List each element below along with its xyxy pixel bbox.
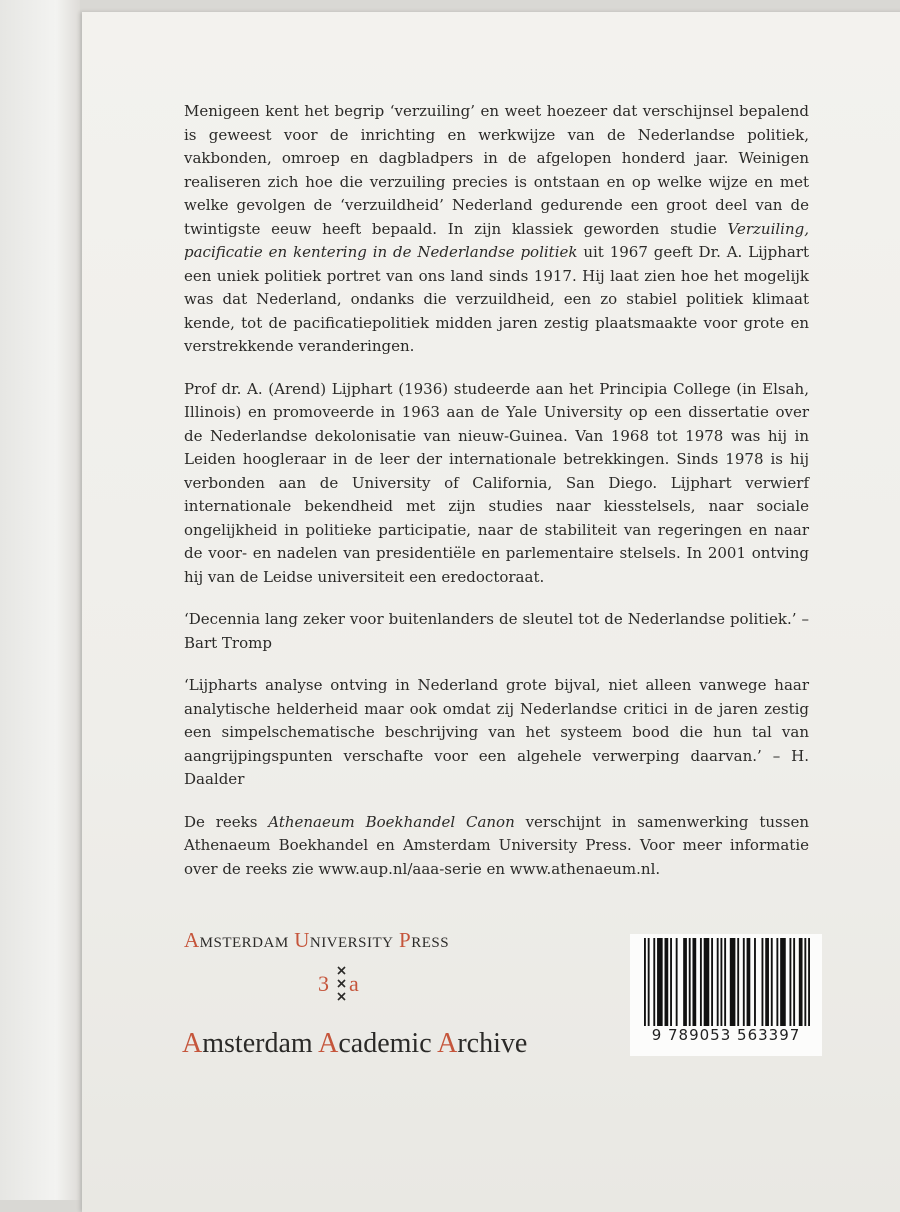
- barcode-bar: [665, 938, 669, 1026]
- barcode-bar: [789, 938, 791, 1026]
- paragraph-series-info: [184, 811, 809, 882]
- barcode-bar: [771, 938, 773, 1026]
- barcode-bar: [720, 938, 722, 1026]
- isbn-number: 9 789053 563397: [651, 1026, 801, 1044]
- paragraph-intro: [184, 100, 809, 359]
- aup-word-amsterdam: MSTERDAM: [199, 935, 289, 951]
- quote-tromp: ‘Decennia lang zeker voor buitenlanders de sleutel tot de Nederlandse politiek.’ – Bart Tromp: [184, 610, 809, 652]
- intro-text-a: Menigeen kent het begrip ‘verzuiling’ en weet hoezeer dat verschijnsel bepalend is geweest voor de inrichting en werkwijze van de Nederlandse politiek, vakbonden, omroep en dagbladpers in de afgelopen honderd jaar. Weinigen realiseren zich hoe die verzuiling precies is ontstaan en op welke wijze en met welke gevolgen de ‘verzuildheid’ Nederland gedurende een groot deel van de twintigste eeuw heeft bepaald. In zijn klassiek geworden studie: [184, 102, 809, 238]
- amsterdam-academic-archive-wordmark: [182, 1028, 527, 1060]
- paragraph-author-bio: Prof dr. A. (Arend) Lijphart (1936) studeerde aan het Principia College (in Elsah, Illinois) en promoveerde in 1963 aan de Yale University op een dissertatie over de Nederlandse dekolonisatie van nieuw-Guinea. Van 1968 tot 1978 was hij in Leiden hoogleraar in de leer der internationale betrekkingen. Sinds 1978 is hij verbonden aan de University of California, San Diego. Lijphart verwierf internationale bekendheid met zijn studies naar kiesstelsels, naar sociale ongelijkheid in politieke participatie, naar de stabiliteit van regeringen en naar de voor- en nadelen van presidentiële en parlementaire stelsels. In 2001 ontving hij van de Leidse universiteit een eredoctoraat.: [184, 379, 809, 586]
- series-text-a: De reeks: [184, 812, 269, 831]
- barcode-bar: [724, 938, 726, 1026]
- aaa-initial-3: A: [437, 1028, 458, 1059]
- barcode-bar: [730, 938, 736, 1026]
- barcode-bar: [689, 938, 691, 1026]
- isbn-barcode: [630, 934, 822, 1056]
- barcode-bar: [808, 938, 810, 1026]
- barcode-bar: [776, 938, 778, 1026]
- barcode-bar: [804, 938, 806, 1026]
- barcode-bar: [793, 938, 795, 1026]
- aup-initial-p: P: [399, 928, 412, 952]
- aup-word-university: NIVERSITY: [309, 935, 394, 951]
- aaa-initial-1: A: [182, 1028, 203, 1059]
- barcode-icon: [644, 938, 810, 1026]
- barcode-bar: [765, 938, 769, 1026]
- book-title-italic: Verzuiling, pacificatie en kentering in de Nederlandse politiek: [184, 219, 809, 261]
- aaa-word-academic: cademic: [338, 1028, 432, 1059]
- barcode-bar: [644, 938, 646, 1026]
- barcode-bar: [683, 938, 687, 1026]
- logo-numeral: 3: [318, 971, 329, 996]
- quote-daalder: ‘Lijpharts analyse ontving in Nederland grote bijval, niet alleen vanwege haar analytische helderheid maar ook omdat zij Nederlandse critici in de jaren zestig een simpelschematische beschrijving van het systeem bood die hun tal van aangrijpingspunten verschafte voor een algehele verwerping daarvan.’ – H. Daalder: [184, 676, 809, 788]
- barcode-bar: [653, 938, 655, 1026]
- aaa-word-amsterdam: msterdam: [202, 1028, 313, 1059]
- series-name-italic: Athenaeum Boekhandel Canon: [268, 812, 515, 831]
- series-text-b: verschijnt in samenwerking tussen Athenaeum Boekhandel en Amsterdam University Press. Voor meer informatie over de reeks zie www.aup.nl/aaa-serie en www.athenaeum.nl.: [184, 812, 809, 878]
- barcode-bar: [747, 938, 751, 1026]
- aaa-word-archive: rchive: [457, 1028, 528, 1059]
- aaa-initial-2: A: [318, 1028, 339, 1059]
- barcode-bar: [799, 938, 803, 1026]
- barcode-bar: [700, 938, 702, 1026]
- aup-word-press: RESS: [411, 935, 450, 951]
- barcode-bar: [670, 938, 672, 1026]
- logo-letter: a: [349, 971, 359, 996]
- barcode-bar: [648, 938, 650, 1026]
- barcode-bar: [692, 938, 696, 1026]
- barcode-bar: [704, 938, 710, 1026]
- aup-initial-u: U: [294, 928, 310, 952]
- barcode-bar: [743, 938, 745, 1026]
- intro-text-b: uit 1967 geeft Dr. A. Lijphart een uniek politiek portret van ons land sinds 1917. Hij laat zien hoe het mogelijk was dat Nederland, ondanks die verzuildheid, een zo stabiel politiek klimaat kende, tot de pacificatiepolitiek midden jaren zestig plaatsmaakte voor grote en verstrekkende veranderingen.: [184, 243, 810, 355]
- barcode-bar: [676, 938, 678, 1026]
- barcode-bar: [657, 938, 663, 1026]
- barcode-bar: [780, 938, 786, 1026]
- aup-initial-a: A: [184, 928, 200, 952]
- barcode-bar: [717, 938, 719, 1026]
- barcode-bar: [711, 938, 713, 1026]
- barcode-bar: [737, 938, 739, 1026]
- barcode-bar: [762, 938, 764, 1026]
- 3xa-logo-icon: [312, 963, 372, 1013]
- adjacent-page-edge: [0, 0, 80, 1200]
- amsterdam-university-press-wordmark: [184, 928, 449, 953]
- barcode-bar: [754, 938, 756, 1026]
- blurb-text: [184, 100, 809, 900]
